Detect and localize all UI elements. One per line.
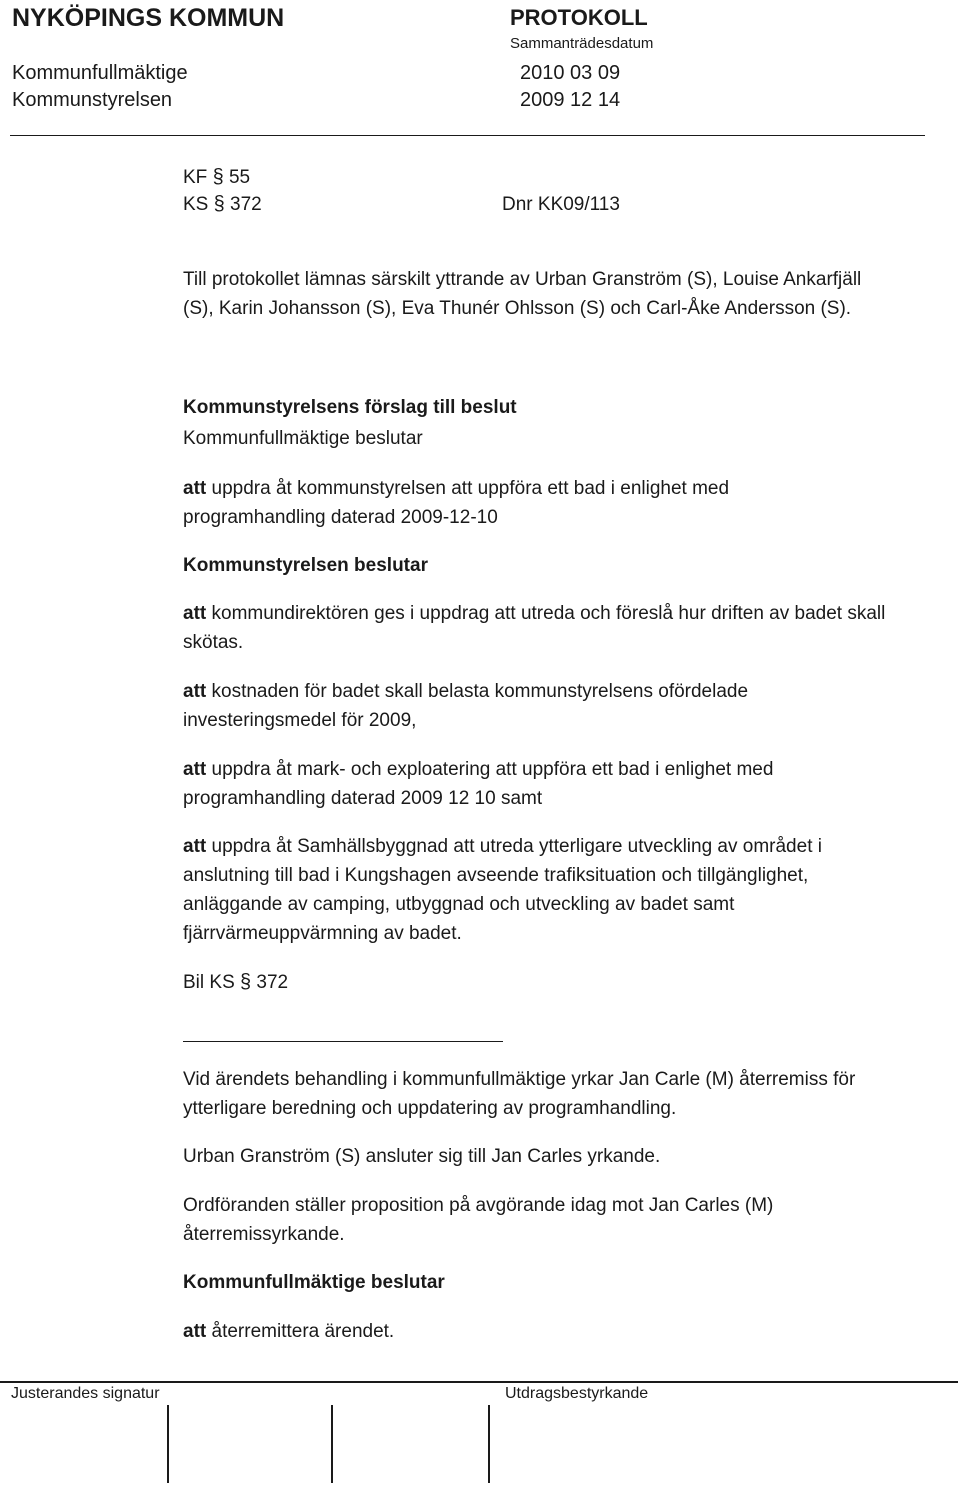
section-sign: §: [240, 971, 252, 993]
signature-box-divider: [331, 1405, 333, 1483]
proceedings-paragraph-1: Vid ärendets behandling i kommunfullmäktige yrkar Jan Carle (M) återremiss för ytterligare beredning och uppdatering av programhandling.: [183, 1069, 856, 1119]
body-date-ks: 2009 12 14: [520, 89, 621, 111]
ks-case-number: [183, 190, 262, 219]
kf-decision-text: återremittera ärendet.: [211, 1321, 395, 1342]
header-divider: [10, 135, 925, 136]
ks-proposal-subheading: Kommunfullmäktige beslutar: [183, 428, 423, 449]
att-word: att: [183, 836, 207, 857]
special-statement: Till protokollet lämnas särskilt yttrande av Urban Granström (S), Louise Ankarfjäll (S), Karin Johansson (S), Eva Thunér Ohlsson (S) och Carl-Åke Andersson (S).: [183, 269, 862, 319]
attachment-reference: [183, 968, 288, 997]
body-date-kf: 2010 03 09: [520, 62, 621, 84]
footer-divider: [0, 1381, 958, 1383]
municipality-name: NYKÖPINGS KOMMUN: [12, 4, 285, 32]
body-name-kf: Kommunfullmäktige: [12, 62, 188, 84]
attachment-number: 372: [256, 972, 289, 993]
kf-case-number: [183, 163, 250, 192]
att-word: att: [183, 759, 207, 780]
ks-number: 372: [230, 194, 262, 215]
ks-decision-heading: Kommunstyrelsen beslutar: [183, 555, 428, 576]
ks-prefix: KS: [183, 194, 209, 215]
ks-decision-text: uppdra åt Samhällsbyggnad att utreda ytterligare utveckling av området i anslutning till bad i Kungshagen avseende trafiksituation och tillgänglighet, anläggande av camping, utbyggnad och utveckling av badet samt fjärrvärmeuppvärmning av badet.: [183, 836, 822, 944]
att-word: att: [183, 478, 207, 499]
ks-decision-item-2: [183, 677, 823, 735]
ks-decision-item-4: [183, 832, 908, 948]
kf-prefix: KF: [183, 167, 208, 188]
ks-decision-text: uppdra åt mark- och exploatering att uppföra ett bad i enlighet med programhandling daterad 2009 12 10 samt: [183, 759, 774, 809]
extract-label: Utdragsbestyrkande: [505, 1385, 649, 1402]
att-word: att: [183, 603, 207, 624]
body-name-ks: Kommunstyrelsen: [12, 89, 173, 111]
att-word: att: [183, 681, 207, 702]
proceedings-paragraph-2: Urban Granström (S) ansluter sig till Jan Carles yrkande.: [183, 1146, 661, 1167]
ks-decision-text: kostnaden för badet skall belasta kommunstyrelsens ofördelade investeringsmedel för 2009,: [183, 681, 749, 731]
ks-decision-item-3: [183, 755, 858, 813]
ks-proposal-text: uppdra åt kommunstyrelsen att uppföra ett bad i enlighet med programhandling daterad 2009-12-10: [183, 478, 730, 528]
kf-number: 55: [228, 167, 251, 188]
signature-box-divider: [488, 1405, 490, 1483]
signature-box-divider: [167, 1405, 169, 1483]
att-word: att: [183, 1321, 207, 1342]
date-label: Sammanträdesdatum: [510, 35, 654, 52]
kf-decision-heading: Kommunfullmäktige beslutar: [183, 1272, 445, 1293]
ks-decision-text: kommundirektören ges i uppdrag att utreda och föreslå hur driften av badet skall skötas.: [183, 603, 886, 653]
section-sign: §: [213, 193, 225, 215]
ks-proposal-heading: Kommunstyrelsens förslag till beslut: [183, 397, 517, 418]
attachment-prefix: Bil KS: [183, 972, 235, 993]
ks-proposal-item: [183, 474, 823, 532]
section-divider: [183, 1041, 503, 1042]
document-type: PROTOKOLL: [510, 5, 648, 30]
section-sign: §: [212, 166, 224, 188]
ks-decision-item-1: [183, 599, 928, 657]
kf-decision-item: [183, 1317, 394, 1346]
diary-number: Dnr KK09/113: [502, 194, 620, 215]
signature-label: Justerandes signatur: [11, 1385, 160, 1402]
proceedings-paragraph-3: Ordföranden ställer proposition på avgörande idag mot Jan Carles (M) återremissyrkande.: [183, 1195, 774, 1245]
